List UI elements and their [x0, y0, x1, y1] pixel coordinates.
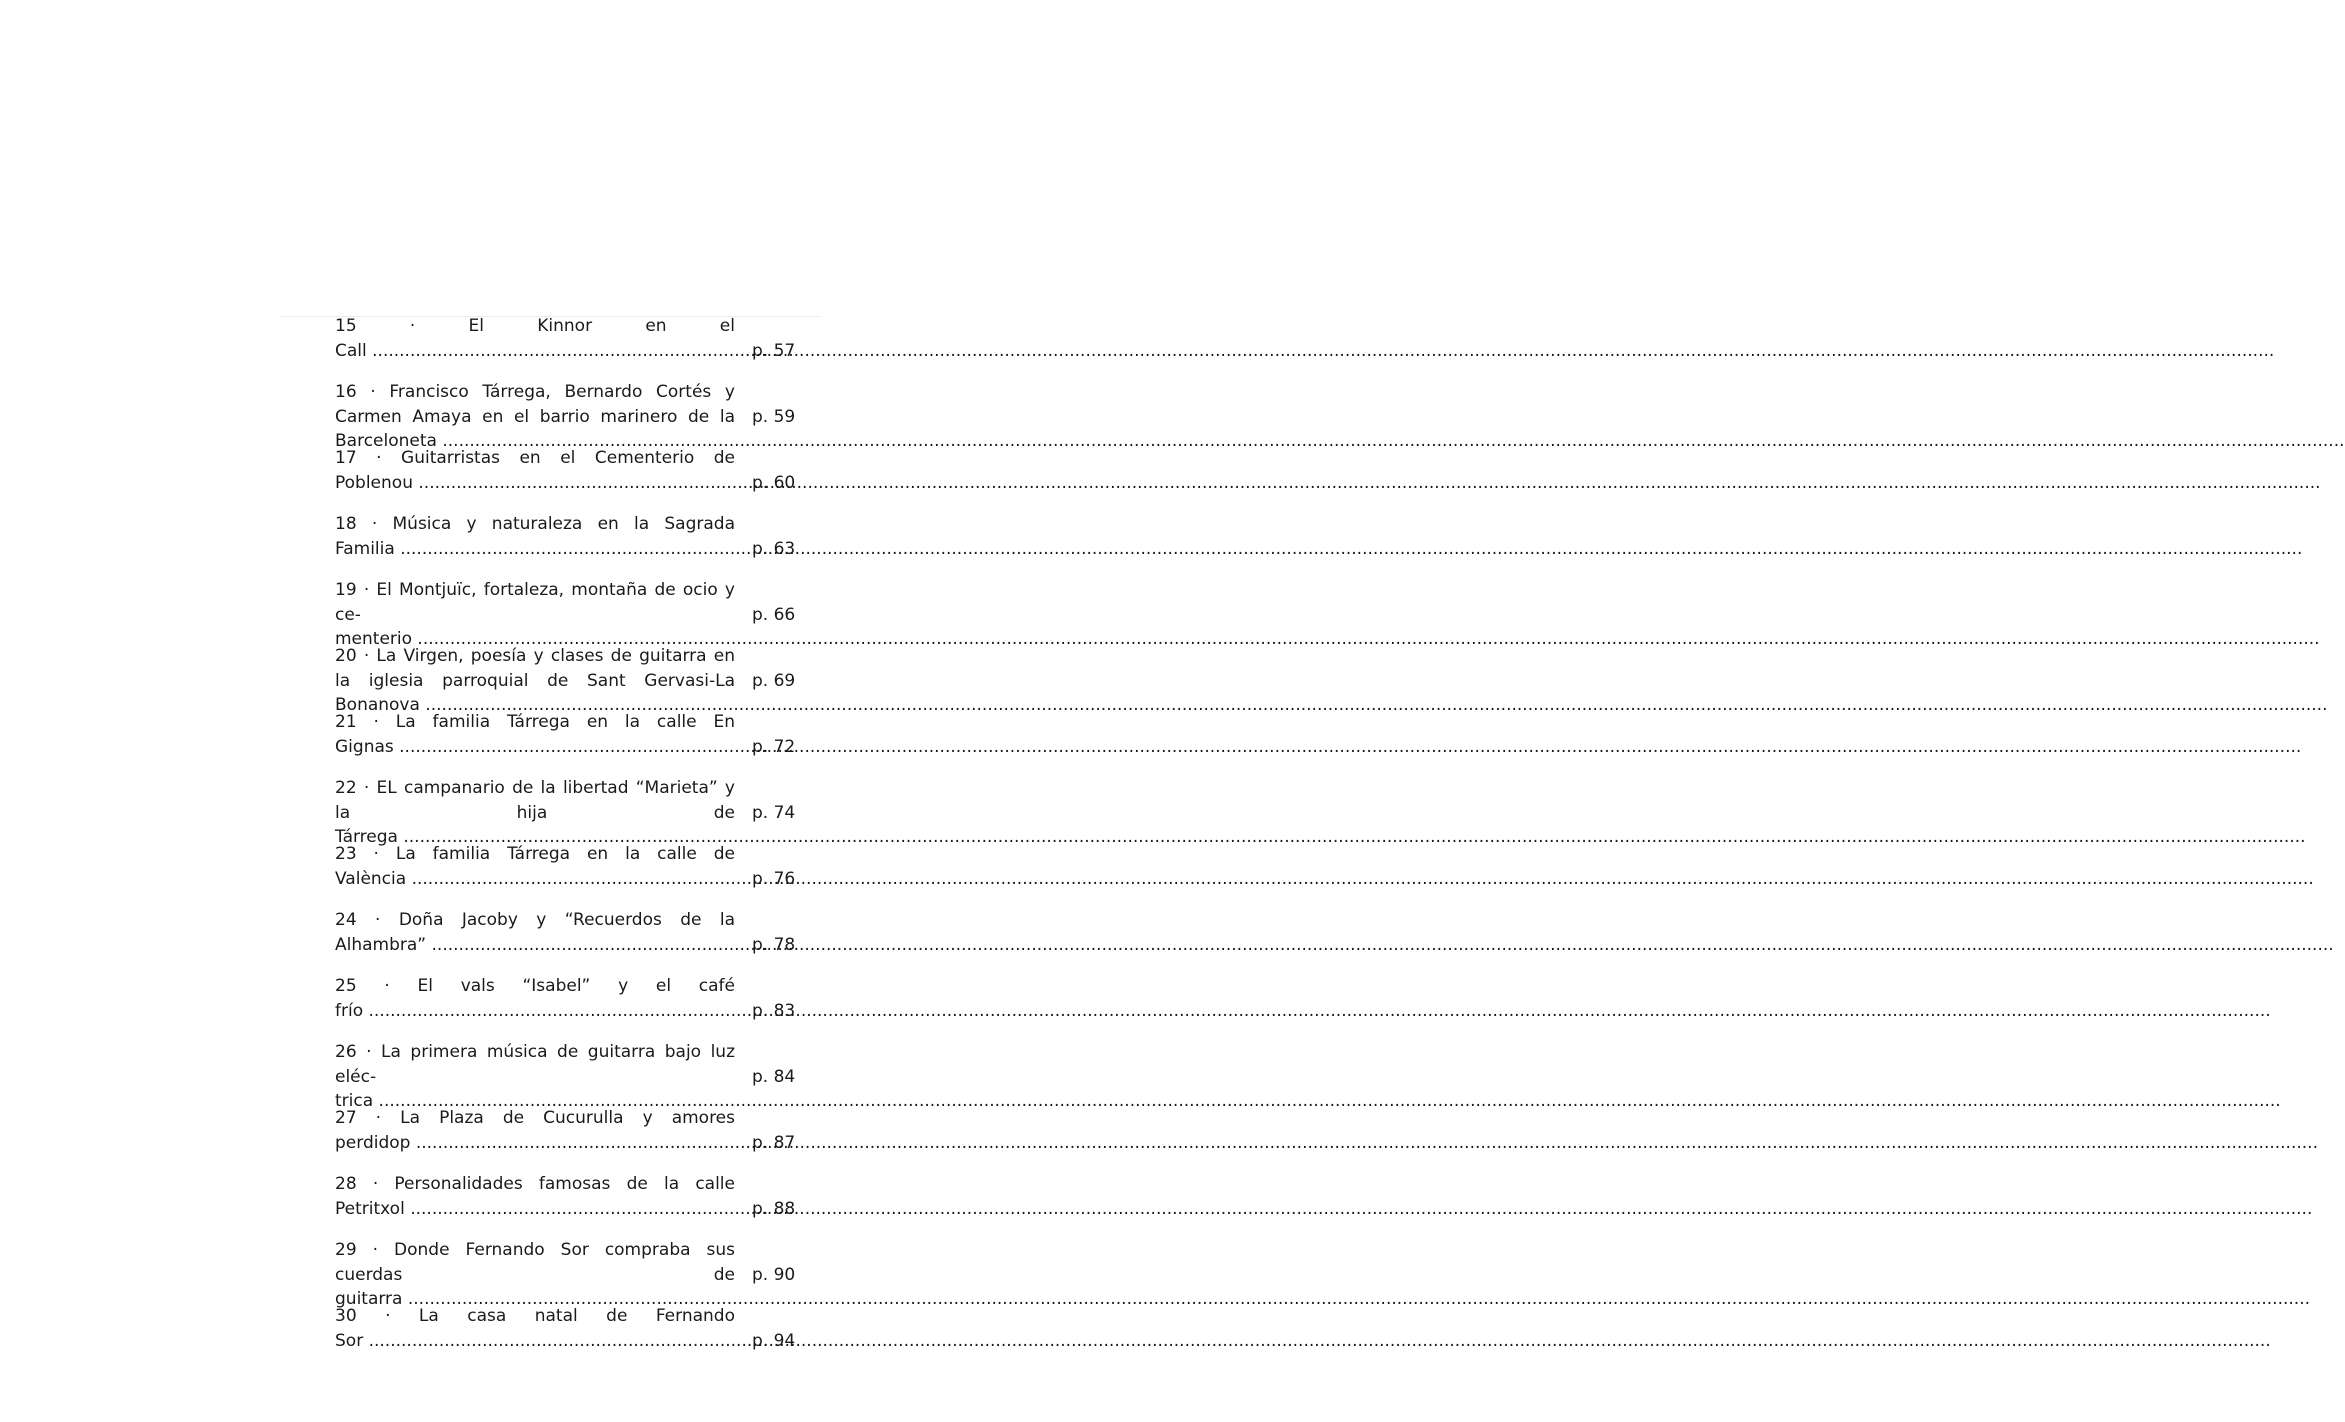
entry-number: 25 [335, 976, 357, 996]
entry-page: p. 76 [752, 868, 796, 889]
entry-number: 18 [335, 514, 357, 534]
entry-text: 20 · La Virgen, poesía y clases de guitarra en la iglesia parroquial de Sant Gervasi-La Bonanova ..... [335, 644, 735, 693]
entry-title: La primera música de guitarra bajo luz eléc-trica ..... [335, 1042, 2281, 1111]
entry-title: Guitarristas en el Cementerio de Poblenou ..... [335, 448, 2321, 493]
entry-title: Doña Jacoby y “Recuerdos de la Alhambra” ..... [335, 910, 2334, 955]
entry-text: 29 · Donde Fernando Sor compraba sus cuerdas de guitarra ..... [335, 1238, 735, 1287]
entry-page: p. 88 [752, 1198, 796, 1219]
entry-title: EL campanario de la libertad “Marieta” y la hija de Tárrega ..... [335, 778, 2306, 847]
toc-entry[interactable] [335, 776, 815, 847]
entry-page: p. 87 [752, 1132, 796, 1153]
entry-number: 20 [335, 646, 357, 666]
entry-text: 23 · La familia Tárrega en la calle de València ..... [335, 842, 735, 891]
entry-number: 19 [335, 580, 357, 600]
toc-entry[interactable] [335, 842, 815, 891]
entry-text: 15 · El Kinnor en el Call ..... [335, 314, 735, 363]
entry-page: p. 60 [752, 472, 796, 493]
entry-title: La casa natal de Fernando Sor ..... [335, 1306, 2271, 1351]
entry-page: p. 57 [752, 340, 796, 361]
toc-entry[interactable] [335, 1172, 815, 1221]
entry-page: p. 84 [752, 1066, 796, 1087]
entry-text: 17 · Guitarristas en el Cementerio de Poblenou ..... [335, 446, 735, 495]
entry-text: 22 · EL campanario de la libertad “Marieta” y la hija de Tárrega ..... [335, 776, 735, 825]
entry-page: p. 63 [752, 538, 796, 559]
entry-title: La familia Tárrega en la calle de València ..... [335, 844, 2314, 889]
entry-number: 23 [335, 844, 357, 864]
entry-page: p. 69 [752, 670, 796, 691]
entry-title: Música y naturaleza en la Sagrada Familia ..... [335, 514, 2302, 559]
entry-page: p. 83 [752, 1000, 796, 1021]
toc-entry[interactable] [335, 974, 815, 1023]
entry-page: p. 78 [752, 934, 796, 955]
entry-text: 19 · El Montjuïc, fortaleza, montaña de ocio y ce-menterio ..... [335, 578, 735, 627]
entry-number: 26 [335, 1042, 357, 1062]
entry-number: 17 [335, 448, 357, 468]
toc-entry[interactable] [335, 512, 815, 561]
toc-entry[interactable] [335, 710, 815, 759]
entry-title: La Virgen, poesía y clases de guitarra en la iglesia parroquial de Sant Gervasi-La Bonanova ..... [335, 646, 2327, 715]
entry-number: 21 [335, 712, 357, 732]
entry-text: 18 · Música y naturaleza en la Sagrada Familia ..... [335, 512, 735, 561]
entry-number: 27 [335, 1108, 357, 1128]
entry-text: 27 · La Plaza de Cucurulla y amores perdidop ..... [335, 1106, 735, 1155]
toc-entry[interactable] [335, 380, 815, 451]
entry-text: 16 · Francisco Tárrega, Bernardo Cortés y Carmen Amaya en el barrio marinero de la Barceloneta ..... [335, 380, 735, 429]
entry-number: 30 [335, 1306, 357, 1326]
entry-number: 24 [335, 910, 357, 930]
toc-entry[interactable] [335, 1238, 815, 1309]
entry-number: 16 [335, 382, 357, 402]
toc-entry[interactable] [335, 314, 815, 363]
entry-text: 25 · El vals “Isabel” y el café frío ..... [335, 974, 735, 1023]
entry-page: p. 66 [752, 604, 796, 625]
entry-page: p. 94 [752, 1330, 796, 1351]
toc-entry[interactable] [335, 1040, 815, 1111]
entry-text: 21 · La familia Tárrega en la calle En Gignas ..... [335, 710, 735, 759]
entry-title: La Plaza de Cucurulla y amores perdidop ..... [335, 1108, 2318, 1153]
entry-title: El vals “Isabel” y el café frío ..... [335, 976, 2271, 1021]
toc-entry[interactable] [335, 578, 815, 649]
entry-text: 28 · Personalidades famosas de la calle Petritxol ..... [335, 1172, 735, 1221]
entry-number: 15 [335, 316, 357, 336]
entry-number: 22 [335, 778, 357, 798]
entry-page: p. 59 [752, 406, 796, 427]
entry-title: El Kinnor en el Call ..... [335, 316, 2274, 361]
entry-number: 29 [335, 1240, 357, 1260]
entry-title: Donde Fernando Sor compraba sus cuerdas de guitarra ..... [335, 1240, 2310, 1309]
entry-title: El Montjuïc, fortaleza, montaña de ocio y ce-menterio ..... [335, 580, 2320, 649]
entry-number: 28 [335, 1174, 357, 1194]
toc-entry[interactable] [335, 644, 815, 715]
toc-entry[interactable] [335, 446, 815, 495]
entry-page: p. 90 [752, 1264, 796, 1285]
table-of-contents [335, 314, 815, 1370]
entry-text: 30 · La casa natal de Fernando Sor ..... [335, 1304, 735, 1353]
entry-text: 24 · Doña Jacoby y “Recuerdos de la Alhambra” ..... [335, 908, 735, 957]
toc-entry[interactable] [335, 908, 815, 957]
entry-title: La familia Tárrega en la calle En Gignas ..... [335, 712, 2301, 757]
entry-page: p. 72 [752, 736, 796, 757]
entry-title: Personalidades famosas de la calle Petritxol ..... [335, 1174, 2312, 1219]
entry-page: p. 74 [752, 802, 796, 823]
toc-entry[interactable] [335, 1304, 815, 1353]
entry-text: 26 · La primera música de guitarra bajo luz eléc-trica ..... [335, 1040, 735, 1089]
toc-entry[interactable] [335, 1106, 815, 1155]
entry-title: Francisco Tárrega, Bernardo Cortés y Carmen Amaya en el barrio marinero de la Barceloneta ..... [335, 382, 2345, 451]
